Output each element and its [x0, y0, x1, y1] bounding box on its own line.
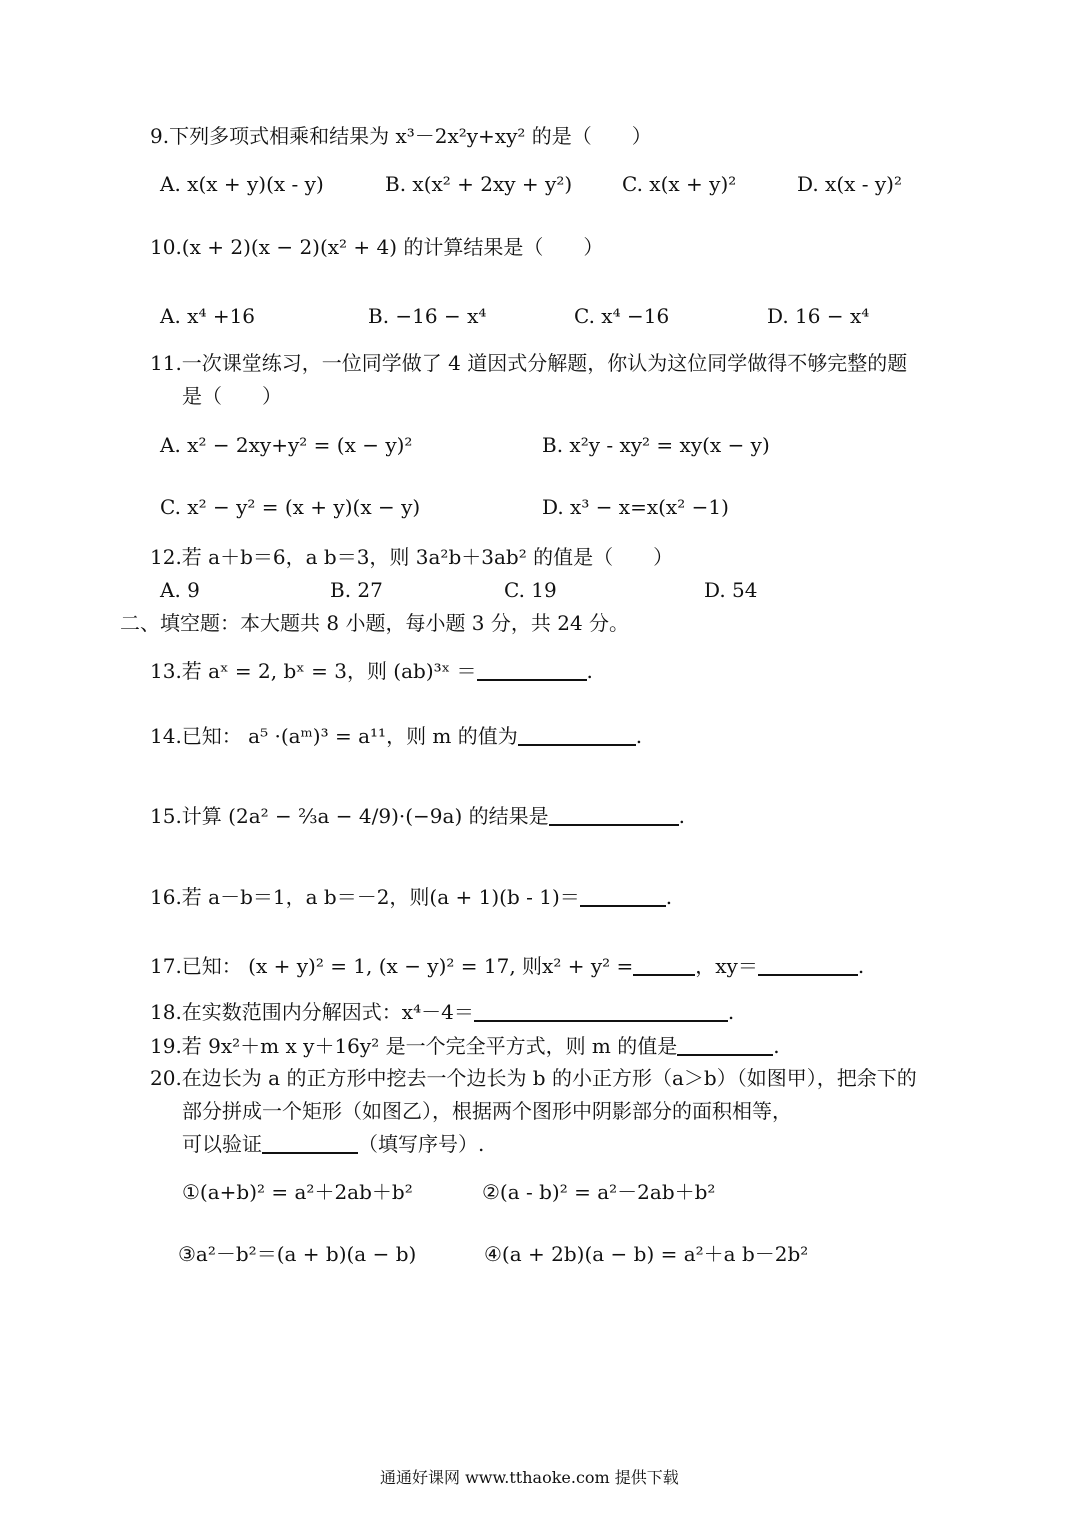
q9-option-c: C. x(x + y)² — [622, 172, 737, 196]
q20-choice-4: ④(a + 2b)(a − b) = a²＋a b－2b² — [484, 1242, 809, 1266]
q10-option-d: D. 16 − x⁴ — [767, 304, 870, 328]
q11-stem: 11.一次课堂练习，一位同学做了 4 道因式分解题，你认为这位同学做得不够完整的题 — [150, 351, 908, 375]
q14-text: 14.已知： a⁵ ·(aᵐ)³ = a¹¹，则 m 的值为 — [150, 724, 518, 748]
q12-option-c: C. 19 — [504, 578, 557, 602]
q20-choice-1: ①(a+b)² = a²＋2ab＋b² — [182, 1180, 413, 1204]
q12-option-d: D. 54 — [704, 578, 758, 602]
q18-text: 18.在实数范围内分解因式：x⁴－4＝ — [150, 1000, 474, 1024]
q17-text: 17.已知： (x + y)² = 1, (x − y)² = 17, 则x² + y² = — [150, 954, 634, 978]
page-footer: 通通好课网 www.tthaoke.com 提供下载 — [380, 1468, 679, 1487]
q16-text: 16.若 a－b＝1，a b＝－2，则(a + 1)(b - 1)＝ — [150, 885, 580, 909]
q13-period: . — [586, 659, 593, 683]
q11-option-c: C. x² − y² = (x + y)(x − y) — [160, 495, 421, 519]
q17-mid: ，xy＝ — [695, 954, 758, 978]
q11-stem-cont: 是（ ） — [182, 384, 282, 408]
q17-period: . — [857, 954, 865, 978]
q13-text: 13.若 aˣ = 2, bˣ = 3，则 (ab)³ˣ ＝ — [150, 659, 477, 683]
q18 — [150, 1002, 734, 1022]
q9-option-a: A. x(x + y)(x - y) — [160, 172, 324, 196]
q9-option-b: B. x(x² + 2xy + y²) — [385, 172, 573, 196]
q16-period: . — [665, 885, 673, 909]
q20-line3-prefix: 可以验证 — [182, 1132, 262, 1156]
q15 — [150, 806, 685, 826]
q16-answer-blank[interactable] — [580, 905, 666, 907]
q10-stem: 10.(x + 2)(x − 2)(x² + 4) 的计算结果是（ ） — [150, 235, 604, 259]
q12-option-b: B. 27 — [330, 578, 383, 602]
q11-option-d: D. x³ − x=x(x² −1) — [542, 495, 729, 519]
q11-option-b: B. x²y - xy² = xy(x − y) — [542, 433, 770, 457]
q20-choice-3: ③a²－b²＝(a + b)(a − b) — [178, 1242, 417, 1266]
q15-text: 15.计算 (2a² − ⅔a − 4/9)·(−9a) 的结果是 — [150, 804, 549, 828]
q17-answer-blank-1[interactable] — [633, 974, 695, 976]
q13-answer-blank[interactable] — [477, 679, 587, 681]
q15-answer-blank[interactable] — [549, 824, 679, 826]
q15-period: . — [678, 804, 685, 828]
q13 — [150, 661, 593, 681]
q14-answer-blank[interactable] — [518, 744, 636, 746]
q10-option-c: C. x⁴ −16 — [574, 304, 670, 328]
q20-choice-2: ②(a - b)² = a²－2ab＋b² — [482, 1180, 716, 1204]
q18-period: . — [727, 1000, 735, 1024]
q20-line2: 部分拼成一个矩形（如图乙），根据两个图形中阴影部分的面积相等， — [182, 1099, 792, 1123]
q18-answer-blank[interactable] — [474, 1020, 728, 1022]
q19-period: . — [773, 1034, 780, 1058]
q20-answer-blank[interactable] — [262, 1152, 358, 1154]
q19-answer-blank[interactable] — [677, 1054, 773, 1056]
q9-stem: 9.下列多项式相乘和结果为 x³－2x²y+xy² 的是（ ） — [150, 124, 652, 148]
q10-option-a: A. x⁴ +16 — [160, 304, 256, 328]
q17-answer-blank-2[interactable] — [758, 974, 858, 976]
q11-option-a: A. x² − 2xy+y² = (x − y)² — [160, 433, 413, 457]
q20-line3 — [182, 1134, 484, 1154]
q19 — [150, 1036, 780, 1056]
q20-line1: 20.在边长为 a 的正方形中挖去一个边长为 b 的小正方形（a＞b）（如图甲），把余下的 — [150, 1066, 917, 1090]
q17 — [150, 956, 864, 976]
q20-line3-suffix: （填写序号）. — [358, 1132, 485, 1156]
q14-period: . — [635, 724, 643, 748]
q16 — [150, 887, 672, 907]
q9-option-d: D. x(x - y)² — [797, 172, 902, 196]
q14 — [150, 726, 642, 746]
section-heading: 二、填空题：本大题共 8 小题，每小题 3 分，共 24 分。 — [120, 611, 630, 635]
q10-option-b: B. −16 − x⁴ — [368, 304, 487, 328]
q12-option-a: A. 9 — [160, 578, 200, 602]
q19-text: 19.若 9x²＋m x y＋16y² 是一个完全平方式，则 m 的值是 — [150, 1034, 678, 1058]
q12-stem: 12.若 a＋b＝6，a b＝3，则 3a²b＋3ab² 的值是（ ） — [150, 545, 674, 569]
